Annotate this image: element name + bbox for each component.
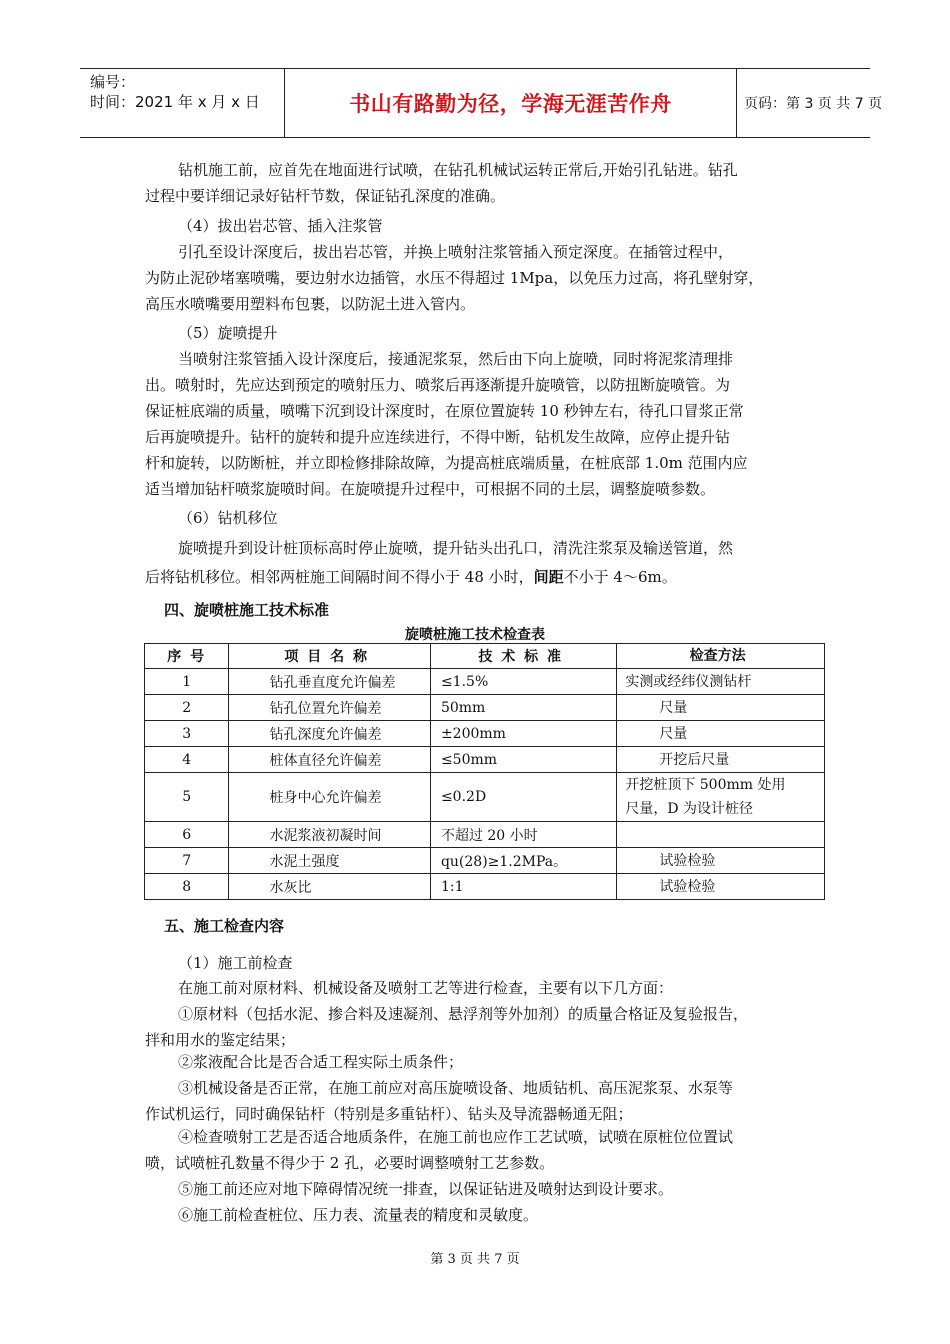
- cell-item: 桩身中心允许偏差: [229, 773, 430, 822]
- paragraph-line: 在施工前对原材料、机械设备及喷射工艺等进行检查，主要有以下几方面：: [178, 979, 674, 997]
- list-item-line: 喷，试喷桩孔数量不得少于 2 孔，必要时调整喷射工艺参数。: [145, 1154, 555, 1172]
- cell-item: 水泥土强度: [229, 848, 430, 874]
- header-page-info: 页码：第 3 页 共 7 页: [744, 96, 883, 112]
- cell-item: 钻孔位置允许偏差: [229, 695, 430, 721]
- cell-no: 4: [145, 747, 229, 773]
- cell-method: 尺量: [617, 695, 825, 721]
- cell-method: 试验检验: [617, 874, 825, 900]
- cell-method-line: 尺量，D 为设计桩径: [625, 801, 754, 817]
- cell-item: 水泥浆液初凝时间: [229, 822, 430, 848]
- header-left-cell: [80, 69, 284, 137]
- document-number-label: 编号：: [90, 73, 136, 91]
- paragraph-line: 适当增加钻杆喷浆旋喷时间。在旋喷提升过程中，可根据不同的土层，调整旋喷参数。: [145, 480, 716, 498]
- cell-method-line: 开挖桩顶下 500mm 处用: [625, 777, 786, 793]
- list-item-line: ②浆液配合比是否合适工程实际土质条件；: [178, 1053, 464, 1071]
- cell-item: 水灰比: [229, 874, 430, 900]
- paragraph-line: 保证桩底端的质量，喷嘴下沉到设计深度时，在原位置旋转 10 秒钟左右，待孔口冒浆正常: [145, 402, 744, 420]
- subsection-title: （1）施工前检查: [178, 954, 293, 972]
- paragraph-text: 后将钻机移位。相邻两桩施工间隔时间不得小于 48 小时，: [145, 568, 534, 586]
- header-motto-cell: [284, 69, 737, 137]
- cell-method: 试验检验: [617, 848, 825, 874]
- table-row: [145, 773, 825, 822]
- technical-standards-table: [144, 643, 825, 900]
- column-header-standard: 技 术 标 准: [430, 644, 616, 669]
- header-motto: 书山有路勤为径，学海无涯苦作舟: [349, 92, 672, 116]
- header-page-cell: [736, 69, 883, 137]
- list-item-line: ④检查喷射工艺是否适合地质条件，在施工前也应作工艺试喷，试喷在原桩位位置试: [178, 1128, 734, 1146]
- cell-no: 3: [145, 721, 229, 747]
- table-row: [145, 721, 825, 747]
- column-header-method: 检查方法: [617, 644, 825, 669]
- table-row: [145, 874, 825, 900]
- table-row: [145, 695, 825, 721]
- paragraph-line: 杆和旋转，以防断桩，并立即检修排除故障，为提高桩底端质量，在桩底部 1.0m 范围内应: [145, 454, 748, 472]
- page-footer: 第 3 页 共 7 页: [430, 1252, 520, 1267]
- column-header-item: 项 目 名 称: [229, 644, 430, 669]
- cell-method: [617, 773, 825, 822]
- table-row: [145, 848, 825, 874]
- paragraph-line: 出。喷射时，先应达到预定的喷射压力、喷浆后再逐渐提升旋喷管，以防扭断旋喷管。为: [145, 376, 731, 394]
- cell-standard: 不超过 20 小时: [430, 822, 616, 848]
- subsection-title: （6）钻机移位: [178, 509, 278, 527]
- paragraph-line: 钻机施工前，应首先在地面进行试喷，在钻孔机械试运转正常后,开始引孔钻进。钻孔: [178, 161, 738, 179]
- section-heading: 四、旋喷桩施工技术标准: [164, 601, 330, 619]
- cell-no: 1: [145, 669, 229, 695]
- cell-method: 尺量: [617, 721, 825, 747]
- cell-standard: ≤0.2D: [430, 773, 616, 822]
- table-header-row: [145, 644, 825, 669]
- subsection-title: （5）旋喷提升: [178, 324, 278, 342]
- table-row: [145, 669, 825, 695]
- paragraph-line: 后再旋喷提升。钻杆的旋转和提升应连续进行，不得中断，钻机发生故障，应停止提升钻: [145, 428, 731, 446]
- cell-method: 实测或经纬仪测钻杆: [617, 669, 825, 695]
- paragraph-line: 引孔至设计深度后，拔出岩芯管，并换上喷射注浆管插入预定深度。在插管过程中，: [178, 243, 734, 261]
- subsection-title: （4）拔出岩芯管、插入注浆管: [178, 217, 383, 235]
- list-item-line: 拌和用水的鉴定结果；: [145, 1031, 296, 1049]
- cell-no: 5: [145, 773, 229, 822]
- cell-item: 桩体直径允许偏差: [229, 747, 430, 773]
- cell-no: 7: [145, 848, 229, 874]
- column-header-no: 序 号: [145, 644, 229, 669]
- list-item-line: ①原材料（包括水泥、掺合料及速凝剂、悬浮剂等外加剂）的质量合格证及复验报告，: [178, 1005, 749, 1023]
- cell-standard: ±200mm: [430, 721, 616, 747]
- list-item-line: ⑤施工前还应对地下障碍情况统一排查，以保证钻进及喷射达到设计要求。: [178, 1180, 674, 1198]
- cell-no: 6: [145, 822, 229, 848]
- cell-item: 钻孔深度允许偏差: [229, 721, 430, 747]
- paragraph-line: 为防止泥砂堵塞喷嘴，要边射水边插管，水压不得超过 1Mpa，以免压力过高，将孔壁射穿，: [145, 269, 764, 287]
- cell-standard: qu(28)≥1.2MPa。: [430, 848, 616, 874]
- table-row: [145, 822, 825, 848]
- emphasis-text: 间距: [533, 568, 564, 586]
- paragraph-line: 过程中要详细记录好钻杆节数，保证钻孔深度的准确。: [145, 187, 506, 205]
- cell-standard: 50mm: [430, 695, 616, 721]
- document-date: 时间：2021 年 x 月 x 日: [90, 93, 260, 111]
- cell-standard: ≤50mm: [430, 747, 616, 773]
- paragraph-line: 高压水喷嘴要用塑料布包裹，以防泥土进入管内。: [145, 295, 476, 313]
- cell-standard: 1:1: [430, 874, 616, 900]
- cell-method: [617, 822, 825, 848]
- paragraph-line: 当喷射注浆管插入设计深度后，接通泥浆泵，然后由下向上旋喷，同时将泥浆清理排: [178, 350, 734, 368]
- paragraph-text: 不小于 4～6m。: [563, 568, 677, 586]
- cell-method: 开挖后尺量: [617, 747, 825, 773]
- page-header: [80, 68, 883, 138]
- table-row: [145, 747, 825, 773]
- cell-item: 钻孔垂直度允许偏差: [229, 669, 430, 695]
- list-item-line: 作试机运行，同时确保钻杆（特别是多重钻杆）、钻头及导流器畅通无阻；: [145, 1105, 633, 1123]
- cell-no: 2: [145, 695, 229, 721]
- cell-standard: ≤1.5%: [430, 669, 616, 695]
- cell-no: 8: [145, 874, 229, 900]
- list-item-line: ⑥施工前检查桩位、压力表、流量表的精度和灵敏度。: [178, 1206, 539, 1224]
- table-caption: 旋喷桩施工技术检查表: [405, 627, 545, 643]
- paragraph-line: [145, 567, 677, 587]
- paragraph-line: 旋喷提升到设计桩顶标高时停止旋喷，提升钻头出孔口，清洗注浆泵及输送管道，然: [178, 539, 734, 557]
- section-heading: 五、施工检查内容: [164, 917, 285, 935]
- list-item-line: ③机械设备是否正常，在施工前应对高压旋喷设备、地质钻机、高压泥浆泵、水泵等: [178, 1079, 734, 1097]
